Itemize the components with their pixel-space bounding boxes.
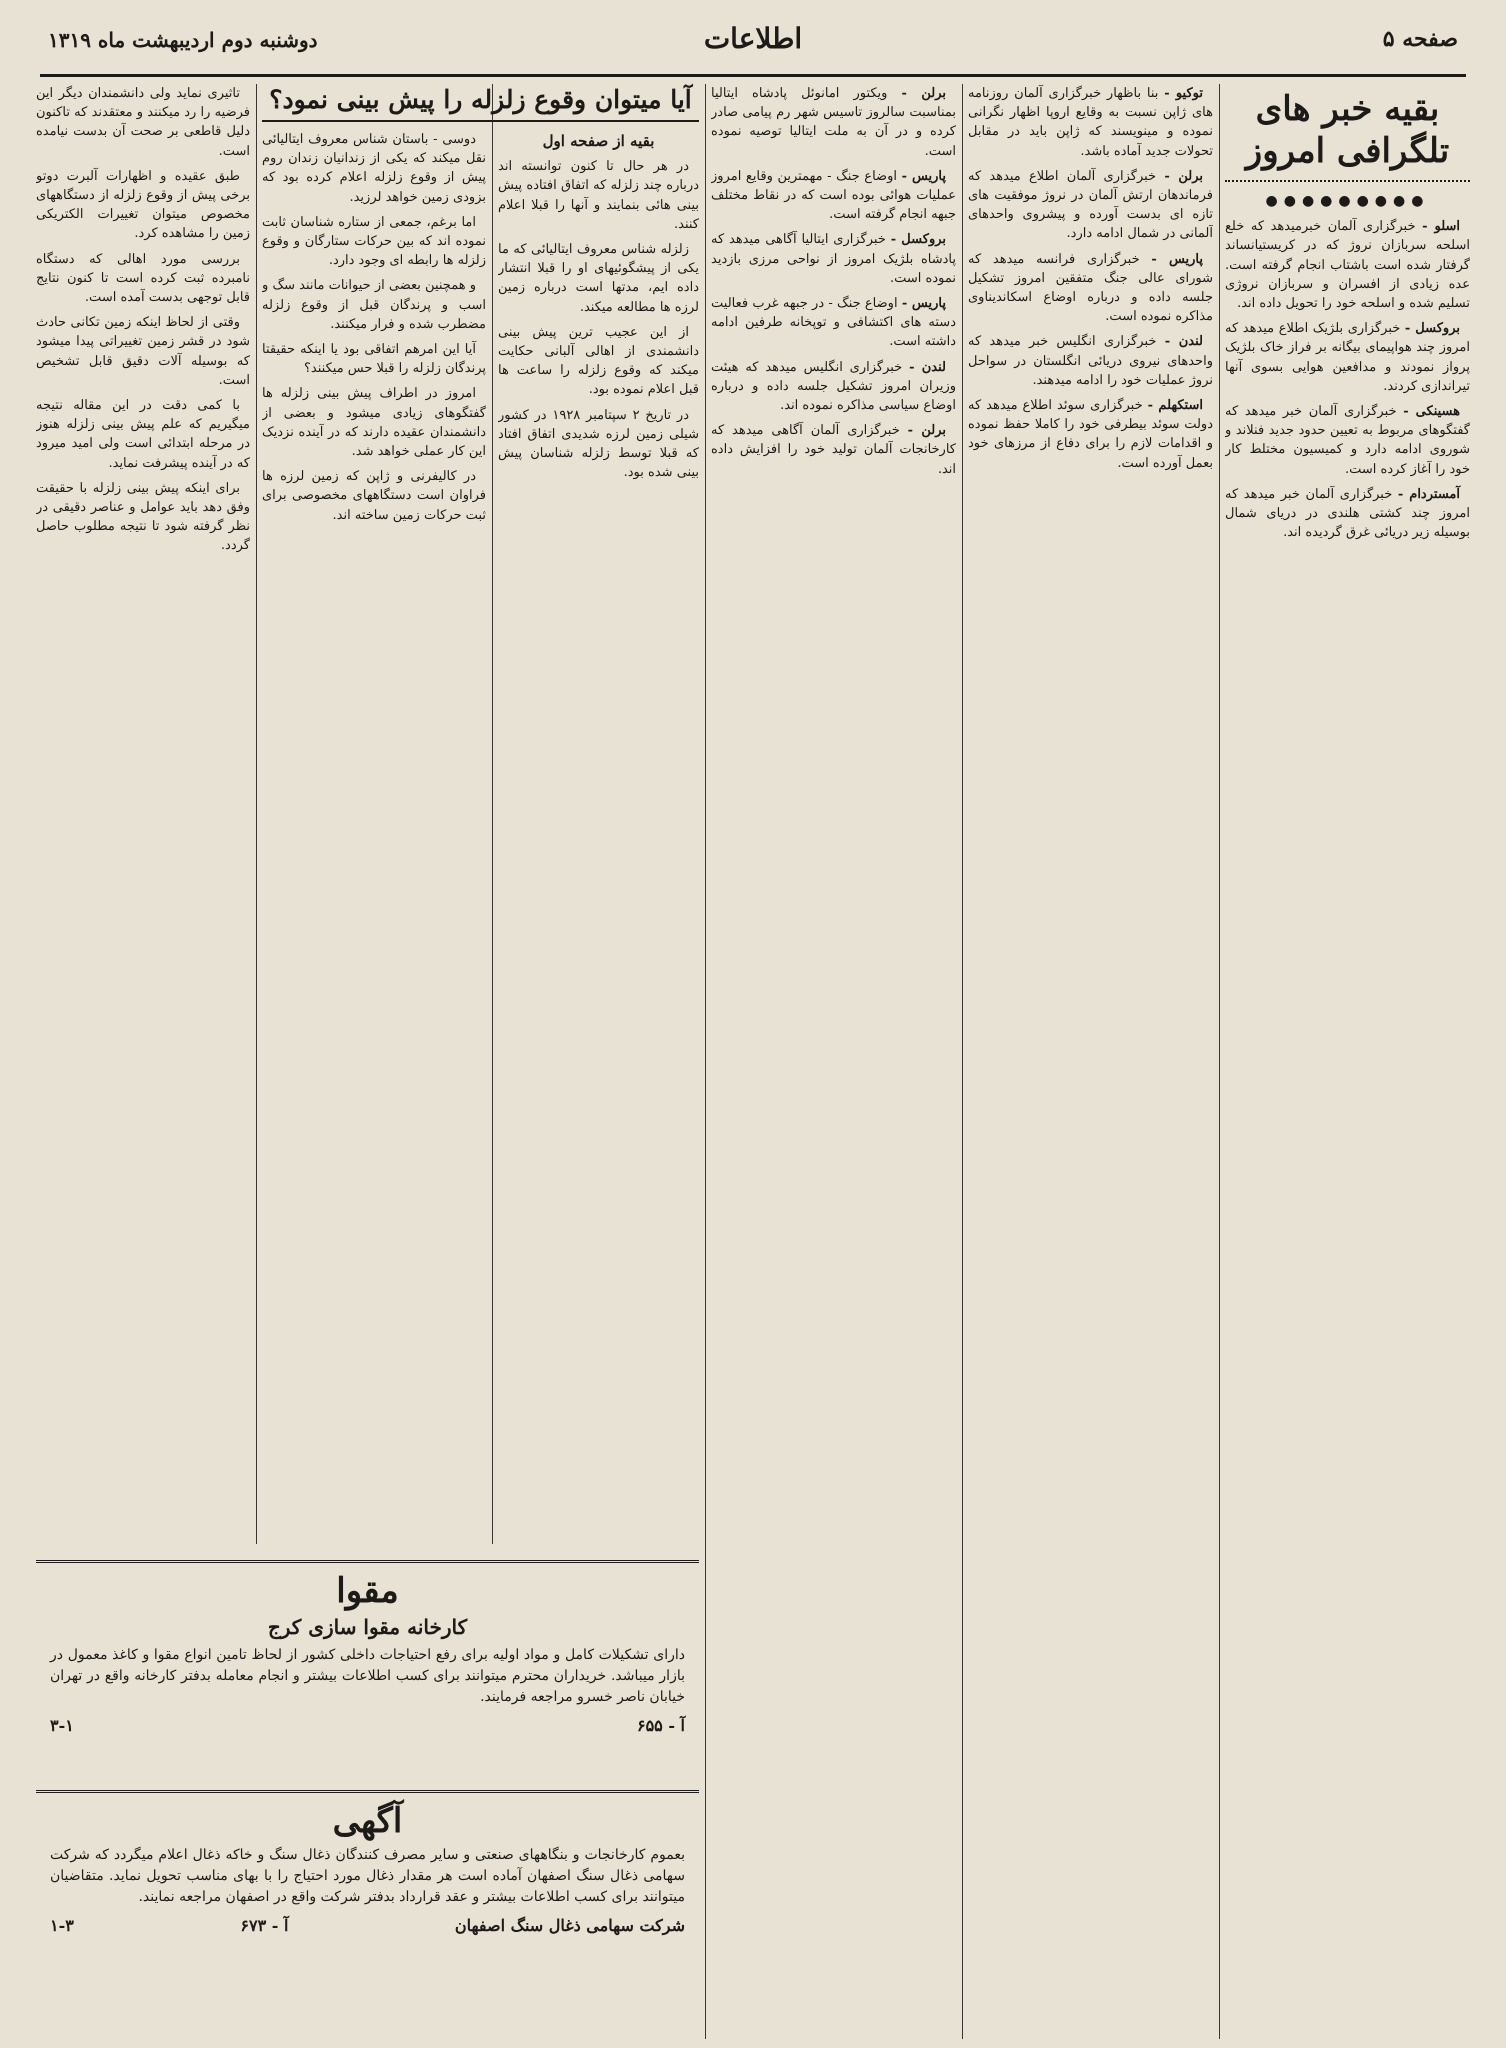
newspaper-name: اطلاعات [703,22,803,55]
dateline: برلن - [907,423,946,439]
ad-footer [36,1716,699,1735]
article-paragraph: طبق عقیده و اظهارات آلبرت دوتو برخی پیش از وقوع زلزله از دستگاههای مخصوص میتوان تغییرات الکتریکی زمین را مشاهده کرد. [36,168,250,242]
dateline: برلن - [901,86,946,101]
article-headline: آیا میتوان وقوع زلزله را پیش بینی نمود؟ [262,84,699,122]
article-paragraph: برای اینکه پیش بینی زلزله با حقیقت وفق دهد باید عوامل و عناصر دقیقی در نظر گرفته شود تا نتیجه مطلوب حاصل گردد. [36,480,250,554]
dateline: لندن - [909,359,946,375]
column-rule [705,84,706,2039]
masthead [40,18,1466,77]
news-item: پاریس - اوضاع جنگ - در جبهه غرب فعالیت دسته های اکتشافی و توپخانه طرفین ادامه داشته است. [711,296,956,350]
article-paragraph: زلزله شناس معروف ایتالیائی که ما یکی از پیشگوئیهای او را قبلا انتشار داده ایم، مدتها است درباره زمین لرزه ها مطالعه میکند. [498,242,699,315]
column-rule [1219,84,1220,2039]
ad-run-count: ۱-۳ [50,1916,74,1935]
article-paragraph: امروز در اطراف پیش بینی زلزله ها گفتگوهای زیادی میشود و بعضی از دانشمندان عقیده دارند که در آینده نزدیک این کار عملی خواهد شد. [262,386,486,460]
issue-date: دوشنبه دوم اردیبهشت ماه ۱۳۱۹ [48,28,318,52]
column-earthquake-3 [36,84,250,1544]
article-paragraph: در کالیفرنی و ژاپن که زمین لرزه ها فراوان است دستگاههای مخصوصی برای ثبت حرکات زمین ساخته اند. [262,469,486,523]
column-news-3 [711,84,956,2039]
article-paragraph: از این عجیب ترین پیش بینی دانشمندی از اهالی آلبانی حکایت میکند که وقوع زلزله را ساعت ها قبل اعلام نموده بود. [498,324,699,398]
news-item: پاریس - اوضاع جنگ - مهمترین وقایع امروز عملیات هوائی بوده است که در نقاط مختلف جبهه انجام گرفته است. [711,168,956,223]
advertisement-cardboard [36,1560,699,1773]
article-paragraph: دوسی - باستان شناس معروف ایتالیائی نقل میکند که یکی از زندانیان زندان روم پیش از وقوع زلزله اعلام کرده بود که بزودی زمین خواهد لرزید. [262,132,486,205]
dateline: بروکسل - [1404,321,1460,337]
dateline: پاریس - [901,296,946,312]
news-item: هسینکی - خبرگزاری آلمان خبر میدهد که گفتگوهای مربوط به تعیین حدود جدید فنلاند و شوروی ادامه دارد و کمیسیون مختلط کار خود را آغاز کرده است. [1225,404,1470,477]
news-item: آمستردام - خبرگزاری آلمان خبر میدهد که امروز چند کشتی هلندی در دریای شمال بوسیله زیر دریائی غرق گردیده اند. [1225,486,1470,541]
main-headline: بقیه خبر های تلگرافی امروز [1225,88,1470,182]
article-paragraph: در هر حال تا کنون توانسته اند درباره چند زلزله که اتفاق افتاده پیش بینی هائی بنمایند و آنها را قبلا اعلام کنند. [498,159,699,232]
dateline: بروکسل - [890,232,947,248]
column-rule [492,84,493,1544]
ad-body: دارای تشکیلات کامل و مواد اولیه برای رفع احتیاجات داخلی کشور از لحاظ تامین انواع مقوا و کاغذ معمول در بازار میباشد. خریداران محترم میتوانند برای کسب اطلاعات بیشتر و انجام معامله بدفتر کارخانه واقع در تهران خیابان ناصر خسرو مراجعه فرمایند. [50,1647,685,1705]
news-item: پاریس - خبرگزاری فرانسه میدهد که شورای عالی جنگ متفقین امروز تشکیل جلسه داده و درباره اوضاع اسکاندیناوی مذاکره نموده است. [968,251,1213,325]
ad-body: بعموم کارخانجات و بنگاههای صنعتی و سایر مصرف کنندگان ذغال سنگ و خاکه ذغال اعلام میگردد که شرکت سهامی ذغال سنگ اصفهان آماده است هر مقدار ذغال مورد احتیاج را با بهای مناسب تحویل نماید. متقاضیان میتوانند برای کسب اطلاعات بیشتر و عقد قرارداد بدفتر شرکت واقع در اصفهان مراجعه نمایند. [50,1847,685,1905]
ad-code: آ - ۶۷۳ [240,1916,289,1935]
news-item: بروکسل - خبرگزاری بلژیک اطلاع میدهد که امروز چند هواپیمای بیگانه بر فراز خاک بلژیک پرواز نمودند و مدافعین هوایی بسوی آنها تیراندازی کردند. [1225,321,1470,394]
article-paragraph: در تاریخ ۲ سپتامبر ۱۹۲۸ در کشور شیلی زمین لرزه شدیدی اتفاق افتاد که قبلا توسط زلزله شناسان پیش بینی شده بود. [498,407,699,481]
ad-run-count: ۳-۱ [50,1716,74,1735]
dateline: توکیو - [1164,86,1203,101]
article-paragraph: بررسی مورد اهالی که دستگاه نامبرده ثبت کرده است تا کنون نتایج قابل توجهی بدست آمده است. [36,251,250,306]
dateline: پاریس - [1151,251,1203,267]
article-paragraph: تاثیری نماید ولی دانشمندان دیگر این فرضیه را رد میکنند و معتقدند که تاکنون دلیل قاطعی بر صحت آن بدست نیامده است. [36,86,250,159]
separator: ●●●●●●●●● [1265,193,1430,209]
dateline: هسینکی - [1403,404,1460,420]
advertisement-coal [36,1790,699,2043]
ad-subtitle: کارخانه مقوا سازی کرج [267,1615,468,1639]
news-item: توکیو - بنا باظهار خبرگزاری آلمان روزنامه های ژاپن نسبت به وقایع اروپا اظهار نگرانی نموده و مینویسند که ژاپن باید در مقابل تحولات جدید آماده باشد. [968,86,1213,159]
news-item: برلن - خبرگزاری آلمان آگاهی میدهد که کارخانجات آلمان تولید خود را افزایش داده اند. [711,423,956,477]
dateline: لندن - [1164,334,1203,350]
ad-title: مقوا [336,1571,399,1611]
ad-advertiser: شرکت سهامی ذغال سنگ اصفهان [454,1916,685,1935]
dateline: برلن - [1164,168,1203,184]
dateline: آمستردام - [1397,486,1460,502]
dateline: استکهلم - [1147,398,1203,414]
page-number: صفحه ۵ [1382,26,1458,52]
news-item: برلن - ویکتور امانوئل پادشاه ایتالیا بمناسبت سالروز تاسیس شهر رم پیامی صادر کرده و در آن به ملت ایتالیا توصیه نموده است. [711,86,956,159]
column-telegraph-news [1225,84,1470,2039]
column-earthquake-1 [498,130,699,1544]
ad-code: آ - ۶۵۵ [636,1716,685,1735]
news-item: برلن - خبرگزاری آلمان اطلاع میدهد که فرماندهان ارتش آلمان در نروژ موفقیت های تازه ای بدست آورده و پیشروی واحدهای آلمانی در شمال ادامه دارد. [968,168,1213,242]
news-item: اسلو - خبرگزاری آلمان خبرمیدهد که خلع اسلحه سربازان نروژ که در کریستیانساند گرفتار شده است باشتاب انجام گرفته است. عده زیادی از افسران و سربازان نروژی تسلیم شده و اسلحه خود را تحویل داده اند. [1225,219,1470,312]
news-item: لندن - خبرگزاری انگلیس میدهد که هیئت وزیران امروز تشکیل جلسه داده و درباره اوضاع سیاسی مذاکره نموده اند. [711,359,956,414]
dateline: اسلو - [1422,219,1461,235]
column-news-2 [968,84,1213,2039]
news-item: استکهلم - خبرگزاری سوئد اطلاع میدهد که دولت سوئد بیطرفی خود را کاملا حفظ نموده و اقدامات لازم را برای دفاع از مرزهای خود بعمل آورده است. [968,398,1213,471]
ad-footer [36,1916,699,1935]
article-paragraph: وقتی از لحاظ اینکه زمین تکانی حادث شود در قشر زمین تغییراتی پیدا میشود که بوسیله آلات دقیق قابل تشخیص است. [36,315,250,388]
column-rule [256,84,257,1544]
continued-from: بقیه از صفحه اول [542,132,655,150]
article-paragraph: و همچنین بعضی از حیوانات مانند سگ و اسب و پرندگان قبل از وقوع زلزله مضطرب شده و فرار میکنند. [262,278,486,332]
article-paragraph: با کمی دقت در این مقاله نتیجه میگیریم که علم پیش بینی زلزله هنوز در مرحله ابتدائی است ولی امید میرود که در آینده پیشرفت نماید. [36,398,250,471]
news-item: بروکسل - خبرگزاری ایتالیا آگاهی میدهد که پادشاه بلژیک امروز از نواحی مرزی بازدید نموده است. [711,232,956,286]
column-earthquake-2 [262,130,486,1544]
article-paragraph: اما برغم، جمعی از ستاره شناسان ثابت نموده اند که بین حرکات ستارگان و وقوع زلزله ها رابطه ای وجود دارد. [262,214,486,269]
column-rule [962,84,963,2039]
news-item: لندن - خبرگزاری انگلیس خبر میدهد که واحدهای نیروی دریائی انگلستان در سواحل نروژ عملیات خود را ادامه میدهند. [968,334,1213,388]
ad-title: آگهی [332,1801,403,1841]
dateline: پاریس - [901,168,946,184]
article-paragraph: آیا این امرهم اتفاقی بود یا اینکه حقیقتا پرندگان زلزله را قبلا حس میکنند؟ [262,342,486,377]
